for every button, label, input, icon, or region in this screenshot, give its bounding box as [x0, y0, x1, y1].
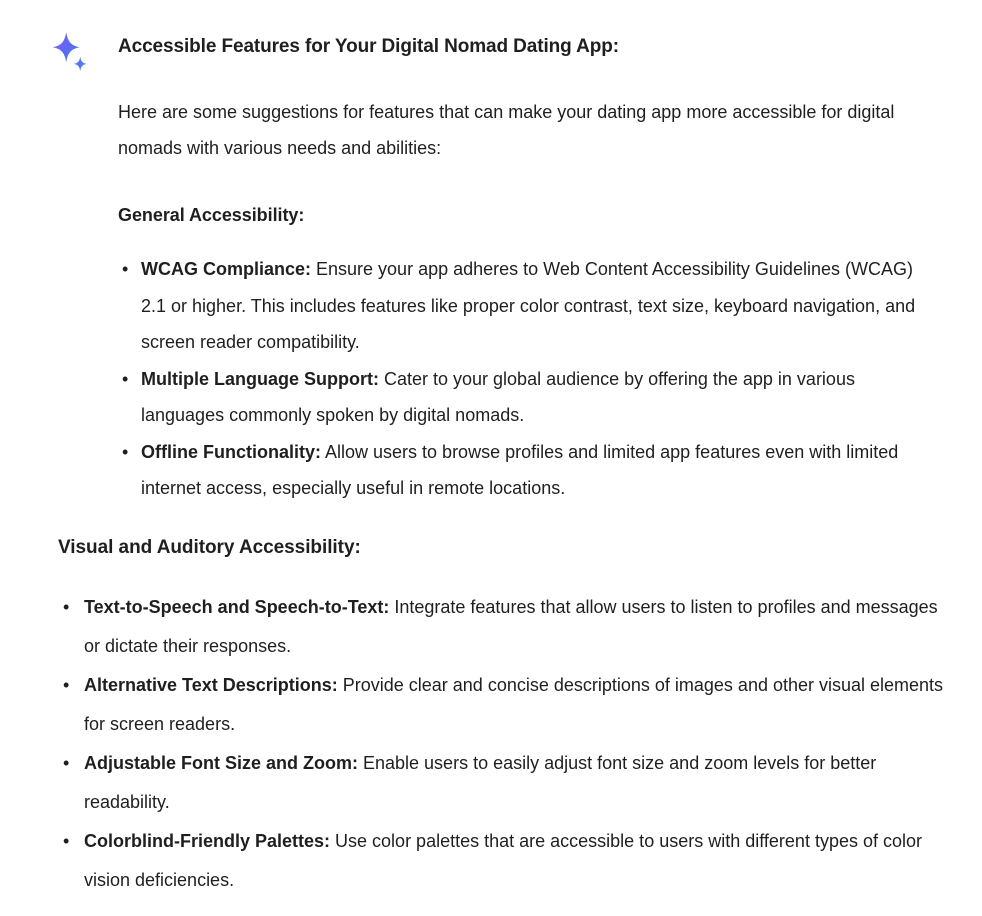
list-item-term: Adjustable Font Size and Zoom: — [84, 753, 358, 773]
section-heading-general-accessibility: General Accessibility: — [118, 205, 305, 225]
list-item-description: Integrate features that allow users to listen to profiles and messages or dictate their responses. — [84, 597, 938, 656]
general-accessibility-list — [118, 251, 938, 507]
list-item-term: Alternative Text Descriptions: — [84, 675, 338, 695]
response-body-indented — [118, 33, 938, 507]
list-item-description: Use color palettes that are accessible to users with different types of color vision deficiencies. — [84, 831, 922, 890]
list-item-description: Enable users to easily adjust font size and zoom levels for better readability. — [84, 753, 877, 812]
list-item — [58, 666, 948, 744]
list-item-description: Allow users to browse profiles and limited app features even with limited internet access, especially useful in remote locations. — [141, 441, 899, 498]
list-item-term: Text-to-Speech and Speech-to-Text: — [84, 597, 390, 617]
response-body-visual-auditory — [58, 534, 948, 900]
list-item — [118, 434, 938, 507]
list-item-description: Cater to your global audience by offering the app in various languages commonly spoken by digital nomads. — [141, 368, 855, 425]
list-item-term: Colorblind-Friendly Palettes: — [84, 831, 331, 851]
page-title: Accessible Features for Your Digital Nomad Dating App: — [118, 36, 620, 57]
section-heading-visual-auditory-accessibility: Visual and Auditory Accessibility: — [58, 537, 361, 558]
list-item-term: WCAG Compliance: — [141, 259, 312, 279]
list-item — [58, 744, 948, 822]
list-item-term: Multiple Language Support: — [141, 368, 379, 389]
list-item — [58, 822, 948, 900]
intro-paragraph: Here are some suggestions for features that can make your dating app more accessible for digital nomads with various needs and abilities: — [118, 102, 895, 158]
visual-auditory-accessibility-list — [58, 588, 948, 900]
list-item — [118, 251, 938, 361]
list-item-description: Ensure your app adheres to Web Content Accessibility Guidelines (WCAG) 2.1 or higher. This includes features like proper color contrast, text size, keyboard navigation, and screen reader compatibility. — [141, 259, 916, 352]
list-item-term: Offline Functionality: — [141, 441, 321, 462]
list-item-description: Provide clear and concise descriptions of images and other visual elements for screen readers. — [84, 675, 944, 734]
list-item — [118, 361, 938, 434]
list-item — [58, 588, 948, 666]
sparkle-icon — [50, 30, 92, 76]
